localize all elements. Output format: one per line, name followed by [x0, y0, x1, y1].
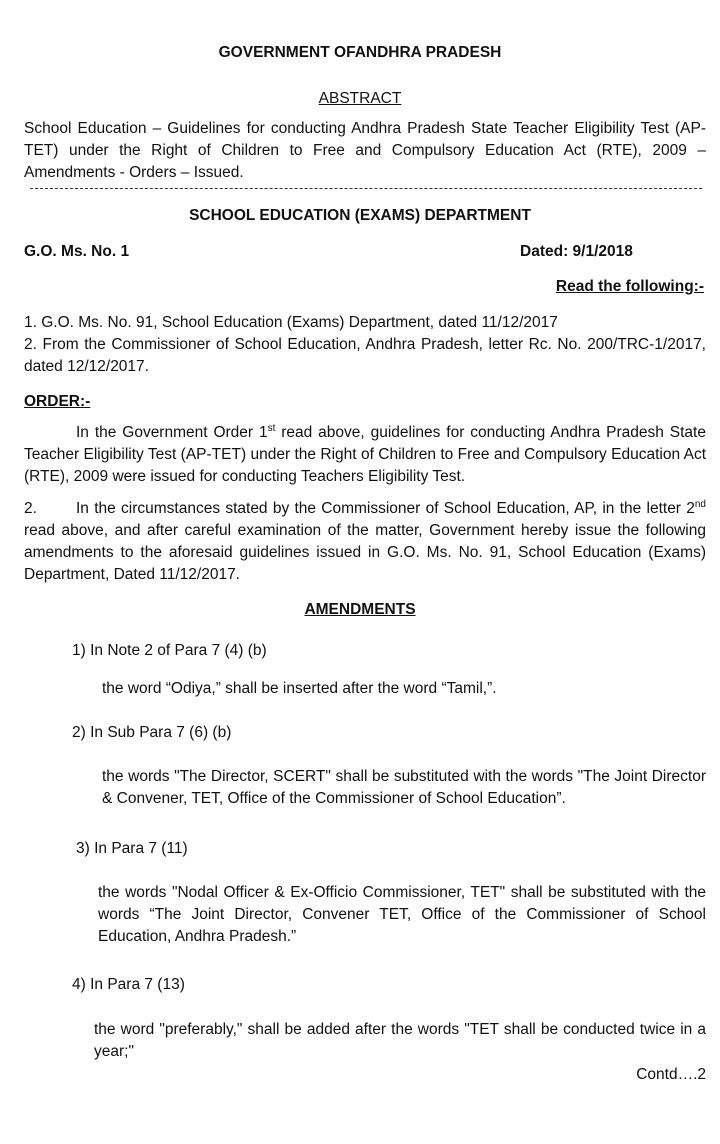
order-paragraph-1: In the Government Order 1st read above, guidelines for conducting Andhra Pradesh State Teacher Eligibility Test (AP-TET) under the Right of Children to Free and Compulsory Education Act (RTE), 2009 were issued for conducting Teachers Eligibility Test. — [24, 422, 706, 485]
continued-marker: Contd….2 — [636, 1066, 706, 1083]
amendment-2-heading: 2) In Sub Para 7 (6) (b) — [72, 724, 232, 741]
amendment-3-text: the words "Nodal Officer & Ex-Officio Commissioner, TET" shall be substituted with the words “The Joint Director, Convener TET, Office of the Commissioner of School Education, Andhra Pradesh.” — [98, 884, 706, 945]
order-label: ORDER:- — [24, 393, 91, 410]
reference-1: 1. G.O. Ms. No. 91, School Education (Exams) Department, dated 11/12/2017 — [24, 314, 558, 331]
amendment-4-heading: 4) In Para 7 (13) — [72, 976, 185, 993]
abstract-text: School Education – Guidelines for conducting Andhra Pradesh State Teacher Eligibility Test (AP-TET) under the Right of Children to Free and Compulsory Education Act (RTE), 2009 – Amendments - Orders – Issued. — [24, 120, 706, 181]
abstract-label: ABSTRACT — [318, 90, 402, 107]
amendment-2-text: the words "The Director, SCERT" shall be substituted with the words "The Joint Director & Convener, TET, Office of the Commissioner of School Education”. — [102, 768, 706, 807]
amendment-3-heading: 3) In Para 7 (11) — [76, 840, 188, 857]
go-date: Dated: 9/1/2018 — [520, 243, 633, 260]
amendments-title: AMENDMENTS — [304, 601, 416, 618]
dashed-divider — [30, 188, 702, 189]
reference-2: 2. From the Commissioner of School Education, Andhra Pradesh, letter Rc. No. 200/TRC-1/2017, dated 12/12/2017. — [24, 336, 706, 375]
read-following-label: Read the following:- — [555, 278, 704, 295]
department-heading: SCHOOL EDUCATION (EXAMS) DEPARTMENT — [189, 207, 531, 224]
government-heading: GOVERNMENT OFANDHRA PRADESH — [218, 44, 502, 61]
go-number: G.O. Ms. No. 1 — [24, 243, 130, 260]
amendment-4-text: the word "preferably," shall be added after the words "TET shall be conducted twice in a year;" — [94, 1021, 706, 1060]
order-paragraph-2: 2. In the circumstances stated by the Commissioner of School Education, AP, in the letter 2nd read above, and after careful examination of the matter, Government hereby issue the following amendments to the aforesaid guidelines issued in G.O. Ms. No. 91, School Education (Exams) Department, Dated 11/12/2017. — [24, 498, 706, 583]
amendment-1-heading: 1) In Note 2 of Para 7 (4) (b) — [72, 642, 267, 659]
amendment-1-text: the word “Odiya,” shall be inserted after the word “Tamil,”. — [102, 680, 497, 697]
